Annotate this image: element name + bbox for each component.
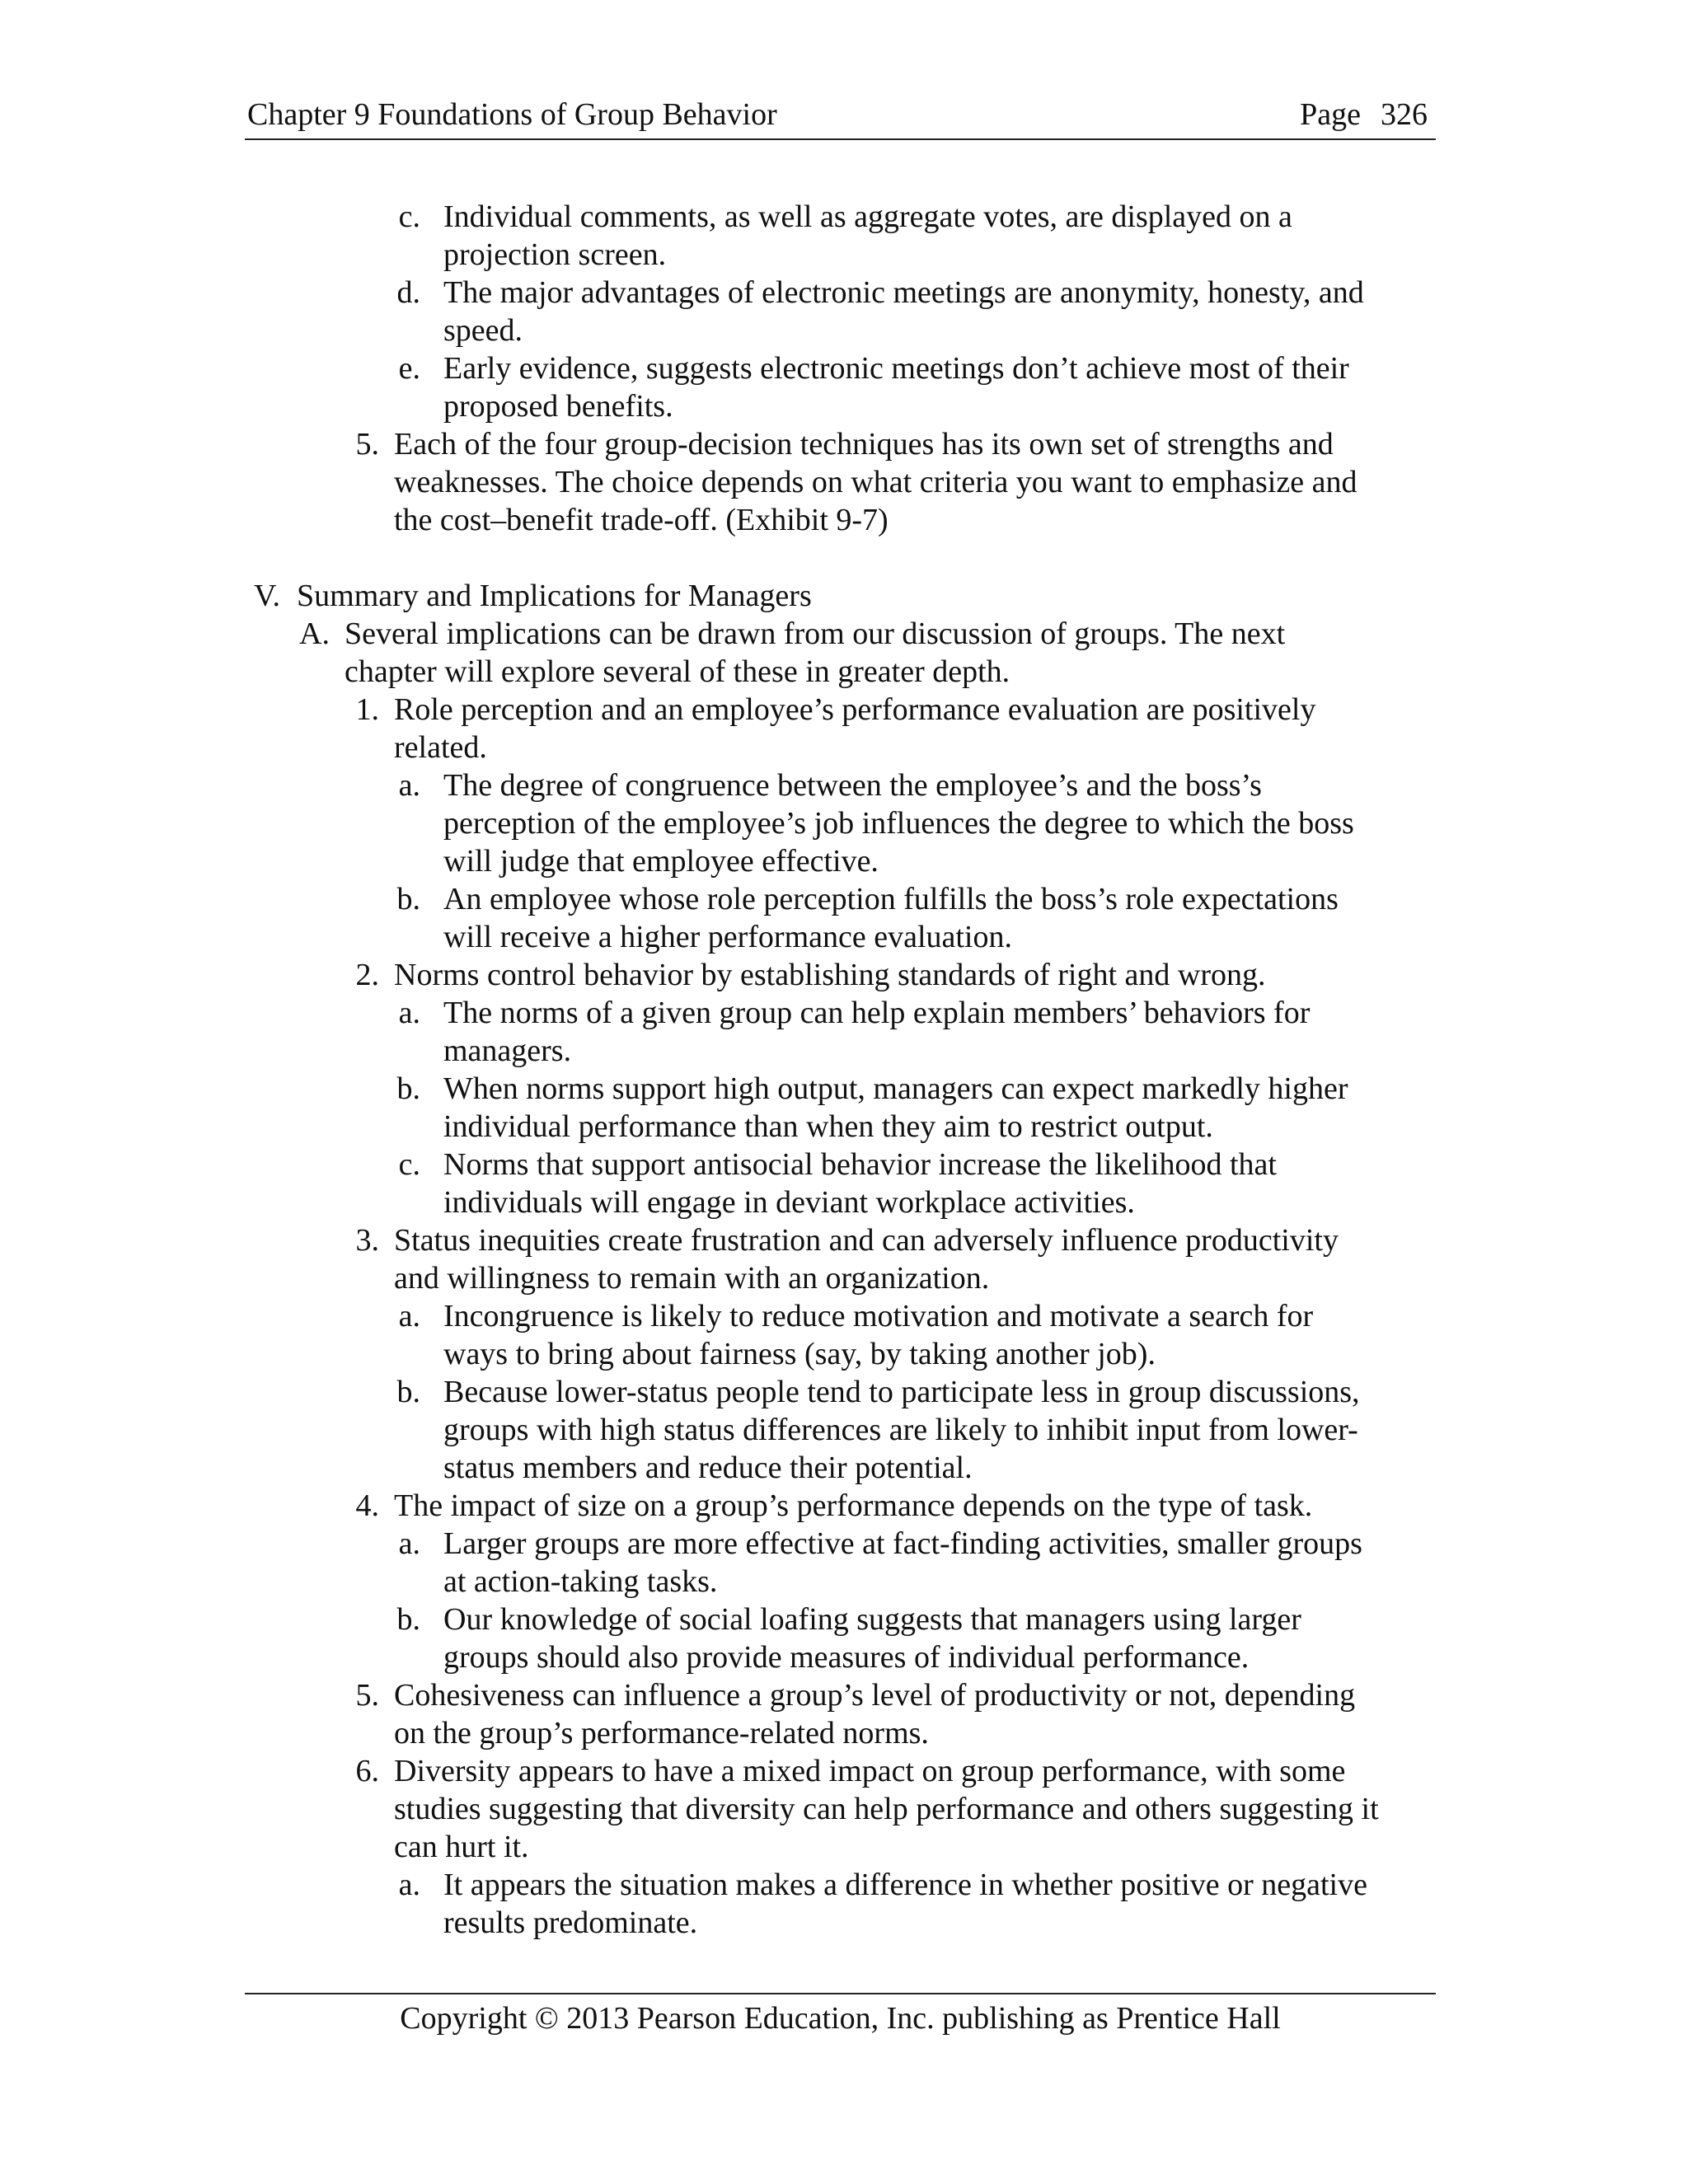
outline-item-continuation: [0, 1032, 1688, 1070]
item-text: and willingness to remain with an organization.: [394, 1261, 990, 1296]
outline-item-continuation: [0, 501, 1688, 539]
item-marker: d.: [396, 275, 420, 310]
outline-item-continuation: [0, 1411, 1688, 1449]
outline-item-continuation: [0, 463, 1688, 501]
outline-item-c: [0, 198, 1688, 236]
outline-item-a: [0, 994, 1688, 1032]
item-text: Diversity appears to have a mixed impact on group performance, with some: [394, 1754, 1346, 1788]
item-marker: b.: [396, 1071, 420, 1106]
item-marker: 3.: [355, 1223, 379, 1258]
outline-item-continuation: [0, 1638, 1688, 1676]
item-text: Our knowledge of social loafing suggests that managers using larger: [443, 1602, 1301, 1637]
item-marker: a.: [398, 996, 420, 1030]
item-marker: a.: [398, 1526, 420, 1561]
item-text: related.: [394, 730, 487, 765]
item-text: groups with high status differences are likely to inhibit input from lower-: [443, 1413, 1358, 1447]
outline-item-continuation: [0, 1828, 1688, 1866]
item-marker: a.: [398, 768, 420, 803]
outline-item-continuation: [0, 1183, 1688, 1221]
outline-item-5: [0, 425, 1688, 463]
outline-item-continuation: [0, 1563, 1688, 1601]
outline-item-3: [0, 1221, 1688, 1259]
chapter-title: Chapter 9 Foundations of Group Behavior: [247, 97, 777, 132]
item-marker: 4.: [355, 1488, 379, 1523]
outline-item-continuation: [0, 1904, 1688, 1942]
section-heading-v: [0, 577, 1688, 615]
outline-item-continuation: [0, 842, 1688, 880]
item-text: speed.: [443, 313, 523, 348]
page-number: 326: [1381, 97, 1428, 132]
outline-item-continuation: [0, 804, 1688, 842]
item-text: Because lower-status people tend to participate less in group discussions,: [443, 1375, 1360, 1409]
item-marker: 6.: [355, 1754, 379, 1788]
item-text: The impact of size on a group’s performance depends on the type of task.: [394, 1488, 1313, 1523]
item-marker: e.: [398, 351, 420, 386]
item-text: perception of the employee’s job influences the degree to which the boss: [443, 806, 1354, 841]
item-text: Individual comments, as well as aggregate votes, are displayed on a: [443, 199, 1292, 234]
item-text: will judge that employee effective.: [443, 844, 879, 879]
page-label: Page: [1300, 97, 1361, 132]
page-header: [245, 99, 1436, 140]
item-marker: 5.: [355, 1678, 379, 1713]
item-marker: b.: [396, 882, 420, 916]
outline-item-2: [0, 956, 1688, 994]
outline-item-6: [0, 1752, 1688, 1790]
outline-item-continuation: [0, 653, 1688, 691]
outline-item-a: [0, 766, 1688, 804]
outline-item-continuation: [0, 1714, 1688, 1752]
item-marker: a.: [398, 1868, 420, 1902]
item-text: individual performance than when they aim to restrict output.: [443, 1109, 1213, 1144]
item-marker: A.: [299, 616, 330, 651]
outline-item-4: [0, 1487, 1688, 1525]
outline-item-continuation: [0, 387, 1688, 425]
item-text: Each of the four group-decision techniques has its own set of strengths and: [394, 427, 1334, 462]
item-text: Norms that support antisocial behavior increase the likelihood that: [443, 1147, 1277, 1182]
item-text: results predominate.: [443, 1905, 698, 1940]
outline-content: [0, 198, 1688, 1942]
outline-item-b: [0, 880, 1688, 918]
item-marker: c.: [398, 1147, 420, 1182]
outline-item-continuation: [0, 1259, 1688, 1297]
item-text: Status inequities create frustration and can adversely influence productivity: [394, 1223, 1339, 1258]
item-text: on the group’s performance-related norms.: [394, 1716, 929, 1750]
outline-item-continuation: [0, 312, 1688, 349]
outline-item-c: [0, 1146, 1688, 1183]
item-marker: a.: [398, 1299, 420, 1333]
page-number-label: [1300, 94, 1428, 135]
item-text: The major advantages of electronic meetings are anonymity, honesty, and: [443, 275, 1364, 310]
item-marker: V.: [253, 579, 280, 613]
item-text: Incongruence is likely to reduce motivation and motivate a search for: [443, 1299, 1314, 1333]
outline-item-continuation: [0, 1790, 1688, 1828]
item-text: Role perception and an employee’s performance evaluation are positively: [394, 692, 1316, 727]
item-text: Larger groups are more effective at fact-finding activities, smaller groups: [443, 1526, 1362, 1561]
item-text: individuals will engage in deviant workplace activities.: [443, 1185, 1135, 1220]
item-marker: 2.: [355, 958, 379, 992]
outline-item-continuation: [0, 1449, 1688, 1487]
outline-item-b: [0, 1070, 1688, 1108]
item-marker: c.: [398, 199, 420, 234]
item-text: studies suggesting that diversity can help performance and others suggesting it: [394, 1792, 1379, 1826]
item-marker: b.: [396, 1375, 420, 1409]
item-marker: 5.: [355, 427, 379, 462]
item-text: When norms support high output, managers can expect markedly higher: [443, 1071, 1348, 1106]
item-marker: b.: [396, 1602, 420, 1637]
item-text: managers.: [443, 1033, 572, 1068]
item-text: It appears the situation makes a difference in whether positive or negative: [443, 1868, 1367, 1902]
outline-item-a: [0, 1866, 1688, 1904]
item-text: the cost–benefit trade-off. (Exhibit 9-7): [394, 503, 889, 537]
item-text: can hurt it.: [394, 1830, 529, 1864]
outline-item-a-upper: [0, 615, 1688, 653]
outline-item-a: [0, 1525, 1688, 1563]
outline-item-continuation: [0, 729, 1688, 766]
outline-item-5: [0, 1676, 1688, 1714]
item-text: Early evidence, suggests electronic meetings don’t achieve most of their: [443, 351, 1349, 386]
outline-item-e: [0, 349, 1688, 387]
item-text: Cohesiveness can influence a group’s level of productivity or not, depending: [394, 1678, 1356, 1713]
item-text: projection screen.: [443, 237, 667, 272]
page-footer: [245, 1993, 1436, 2039]
item-text: The norms of a given group can help explain members’ behaviors for: [443, 996, 1311, 1030]
copyright-notice: Copyright © 2013 Pearson Education, Inc. publishing as Prentice Hall: [400, 2001, 1281, 2036]
item-text: proposed benefits.: [443, 389, 673, 424]
item-text: Several implications can be drawn from our discussion of groups. The next: [345, 616, 1286, 651]
outline-item-continuation: [0, 918, 1688, 956]
item-text: will receive a higher performance evaluation.: [443, 920, 1012, 954]
item-text: An employee whose role perception fulfills the boss’s role expectations: [443, 882, 1339, 916]
item-text: The degree of congruence between the employee’s and the boss’s: [443, 768, 1262, 803]
outline-item-continuation: [0, 236, 1688, 274]
outline-item-a: [0, 1297, 1688, 1335]
section-title: Summary and Implications for Managers: [297, 579, 812, 613]
outline-item-d: [0, 274, 1688, 312]
outline-item-b: [0, 1373, 1688, 1411]
item-text: at action-taking tasks.: [443, 1564, 718, 1599]
item-marker: 1.: [355, 692, 379, 727]
item-text: ways to bring about fairness (say, by taking another job).: [443, 1337, 1156, 1371]
item-text: Norms control behavior by establishing standards of right and wrong.: [394, 958, 1266, 992]
item-text: status members and reduce their potential.: [443, 1451, 973, 1485]
outline-item-continuation: [0, 1335, 1688, 1373]
outline-item-1: [0, 691, 1688, 729]
item-text: groups should also provide measures of individual performance.: [443, 1640, 1250, 1675]
item-text: weaknesses. The choice depends on what criteria you want to emphasize and: [394, 465, 1357, 499]
outline-item-continuation: [0, 1108, 1688, 1146]
outline-item-b: [0, 1601, 1688, 1638]
item-text: chapter will explore several of these in greater depth.: [345, 654, 1010, 689]
section-spacer: [0, 539, 1688, 577]
